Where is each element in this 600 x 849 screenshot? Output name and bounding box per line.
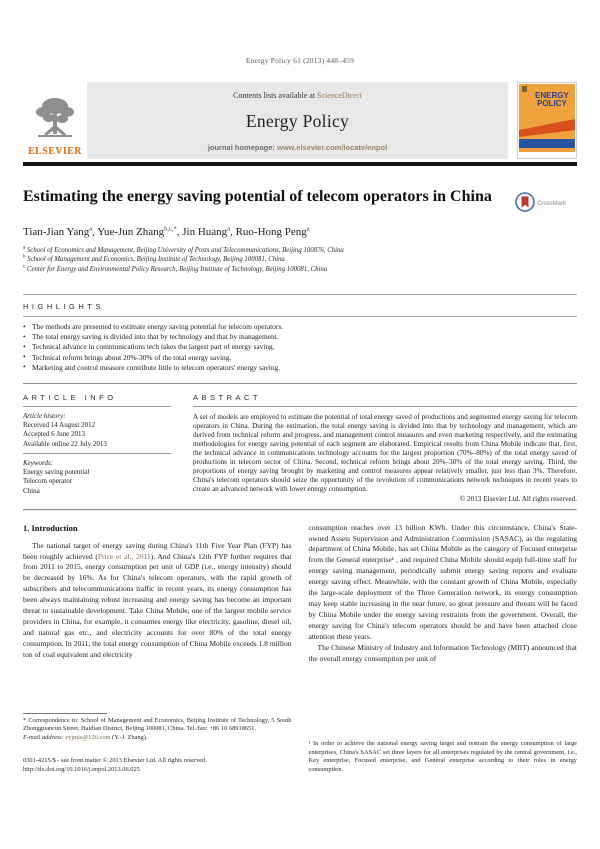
highlight-item: • Marketing and control measure contribute little to telecom operators' energy saving. [23, 363, 577, 372]
article-history-label: Article history: [23, 411, 66, 420]
email-label: E-mail address: [23, 733, 66, 741]
column-rule [193, 406, 577, 407]
keyword: Telecom operator [23, 477, 73, 486]
page-title: Estimating the energy saving potential of telecom operators in China [23, 187, 492, 205]
highlights-heading: HIGHLIGHTS [23, 302, 104, 312]
section-rule [23, 316, 577, 317]
author-affil-sup: b,c,* [164, 224, 177, 232]
elsevier-tree-icon [32, 96, 78, 145]
abstract-column [193, 393, 577, 503]
footnote-1: ¹ In order to achieve the national energy saving target and restrain the energy consumption of large enterprises, China's SASAC set three layers for all enterprises regulated by the central government, i.e., Key enterprise, Focused enterprise, and General enterprise according to their roles in energy consumption. [308, 739, 577, 773]
paragraph-text: The national target of energy saving during China's 11th Five Year Plan (FYP) has been roughly achieved ( [23, 540, 292, 561]
journal-cover-image [517, 82, 577, 159]
affiliation-sup: a [23, 245, 26, 251]
column-rule [23, 453, 171, 454]
article-info-heading: ARTICLE INFO [23, 392, 117, 402]
header-divider-bar [23, 162, 577, 166]
footnote-rule [23, 713, 107, 714]
contents-line [93, 91, 502, 100]
affiliation [23, 255, 577, 265]
author-separator: , [176, 225, 183, 238]
body-paragraph: consumption reaches over 13 billion KWh. Under this circumstance, China's State-owned Assets Supervision and Administration Commission (SASAC), as the regulating department of China Mobile, has set China Mobile as the category of Focused enterprise from the General enterprise¹ , and required China Mobile should equip full-time staff for energy saving management, periodically submit energy saving reports and evaluate energy saving effect. Meanwhile, with the constant growth of China Mobile, especially the large-scale deployment of the Three Generation network, its energy consumption may keep stable increasing in the near future, so great pressure and threats will be faced by China Mobile under the energy saving restraints from the government. Overall, the energy saving for China's telecom operators should be and have been attached close attention these years. [308, 522, 577, 642]
article-history [23, 412, 171, 449]
abstract-text: A set of models are employed to estimate the potential of total energy saved of productions and segmented energy saving for telecom operators in China. During the estimation, the total energy saving is divided into that by technology and management, which are derived from technical reform and progress, and management control measures and even marketing respectively, and the estimating methodologies for energy saving potential of each segment are elaborated. Empirical results from China Mobile indicate that, first, the technical advance in communications technology accounts for the largest proportion (70%–80%) of the total energy saved of productions in telecom sector of China. Second, technical reform brings about 20%–30% of the total energy saving. Third, the proportions of energy saving brought by marketing and control measures appear relatively smaller, just less than 3%. Therefore, China's telecom operators should seize the opportunity of the revolution of communications network techniques in recent years to create an advanced network with lower energy consumption. [193, 412, 577, 493]
highlight-item: • The total energy saving is divided into that by technology and that by management. [23, 332, 577, 341]
keyword: China [23, 486, 40, 495]
body-column-right [309, 523, 578, 775]
elsevier-wordmark: ELSEVIER [28, 146, 82, 157]
highlight-item: • Technical advance in communications tech takes the largest part of energy saving. [23, 342, 577, 351]
keywords-block [23, 459, 171, 496]
section-rule [23, 294, 577, 295]
email-suffix: (Y.-J. Zhang). [110, 733, 148, 741]
history-entry: Available online 22 July 2013 [23, 439, 107, 448]
citation-link[interactable]: Price et al., 2011 [97, 551, 151, 561]
highlight-item: • Technical reform brings about 20%-30% of the total energy saving. [23, 353, 577, 362]
intro-paragraph [23, 541, 292, 662]
author: Jin Huang [182, 225, 228, 238]
author: Ruo-Hong Peng [235, 225, 307, 238]
crossmark-badge[interactable] [515, 192, 577, 217]
author-separator: , [92, 225, 98, 238]
author: Yue-Jun Zhang [97, 225, 165, 238]
journal-cover [517, 82, 577, 159]
author-affil-sup: a [306, 224, 310, 232]
section-rule [23, 383, 577, 384]
contents-prefix: Contents lists available at [233, 91, 318, 100]
affiliation-text: School of Economics and Management, Beijing University of Posts and Telecommunications, Beijing 100876, China [25, 246, 344, 254]
journal-title: Energy Policy [245, 111, 350, 131]
author-affil-sup: a [89, 224, 93, 232]
journal-header [23, 82, 577, 159]
svg-text:ENERGY: ENERGY [535, 91, 569, 100]
email-link[interactable]: zyjmis@126.com [65, 733, 111, 741]
highlights-list [23, 322, 577, 372]
body-column-left [23, 523, 292, 775]
section-heading-introduction: 1. Introduction [23, 522, 78, 533]
affiliation [23, 246, 577, 256]
paragraph-text: ). And China's 12th FYP further requires that from 2011 to 2015, energy consumption per unit of GDP (i.e., energy intensity) should be decreased by 16%. As for China's telecom operators, with the rapid growth of subscribers and telecommunications traffic in recent years, its energy consumption has been always maintaining robust increasing and energy saving has become an important threat to sustainable development. Take China Mobile, one of the largest mobile service providers in China, for example, it consumes energy like electricity, gasoline, diesel oil, and natural gas etc., and electricity accounts for over 80% of the total energy consumption. In 2011, the total energy consumption of China Mobile exceeds 1.8 million ton of coal equivalent and electricity [23, 551, 292, 660]
journal-banner [87, 82, 508, 159]
section-rule [23, 509, 577, 511]
affiliation-text: Center for Energy and Environmental Policy Research, Beijing Institute of Technology, Beijing 100081, China [25, 266, 328, 274]
correspondence-text: * Correspondence to: School of Management and Economics, Beijing Institute of Technology, 5 South Zhongguancun Street, Haidian District, Beijing 100081, China. Tel./fax: +86 10 68918651. [23, 716, 292, 733]
affiliation-text: School of Management and Economics, Beijing Institute of Technology, Beijing 100081, China [25, 256, 285, 264]
abstract-copyright: © 2013 Elsevier Ltd. All rights reserved. [459, 494, 577, 503]
body-paragraph: The Chinese Ministry of Industry and Information Technology (MIIT) announced that the overall energy consumption per unit of [308, 643, 577, 664]
abstract-heading: ABSTRACT [193, 392, 262, 402]
author: Tian-Jian Yang [23, 225, 90, 238]
elsevier-logo [23, 82, 87, 159]
author-list [23, 226, 577, 238]
svg-text:POLICY: POLICY [537, 99, 567, 108]
affiliation [23, 265, 577, 275]
column-rule [23, 406, 171, 407]
sciencedirect-link[interactable]: ScienceDirect [317, 91, 362, 100]
doi-link[interactable]: http://dx.doi.org/10.1016/j.enpol.2013.06.025 [23, 765, 140, 773]
author-separator: , [230, 225, 236, 238]
highlight-item: • The methods are presented to estimate energy saving potential for telecom operators. [23, 322, 577, 331]
correspondence-footnote [23, 713, 292, 743]
affiliation-sup: c [23, 264, 26, 270]
homepage-label: journal homepage: [207, 143, 277, 152]
author-affil-sup: a [227, 224, 231, 232]
imprint-block [23, 757, 292, 775]
article-info-column [23, 393, 171, 503]
affiliation-sup: b [23, 255, 26, 261]
email-line [23, 734, 292, 743]
history-entry: Received 14 August 2012 [23, 421, 96, 430]
crossmark-label: CrossMark [537, 201, 567, 207]
history-entry: Accepted 6 June 2013 [23, 430, 86, 439]
homepage-line [93, 143, 502, 152]
journal-reference: Energy Policy 61 (2013) 448–459 [245, 56, 355, 65]
crossmark-icon [515, 192, 535, 217]
keyword: Energy saving potential [23, 468, 90, 477]
homepage-url-link[interactable]: www.elsevier.com/locate/enpol [277, 143, 388, 152]
issn-line: 0301-4215/$ - see front matter © 2013 Elsevier Ltd. All rights reserved. [23, 756, 207, 764]
keywords-label: Keywords: [23, 458, 54, 467]
affiliation-list [23, 246, 577, 276]
body-columns [23, 523, 577, 775]
